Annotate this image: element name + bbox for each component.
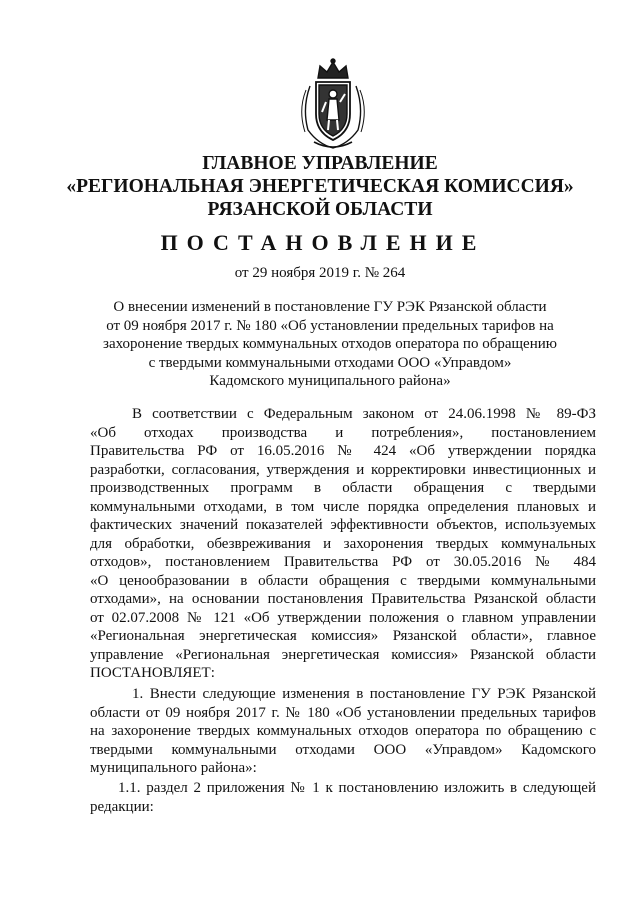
text-line: разработки, согласования, утверждения и корректировки инвестиционных и	[90, 461, 596, 478]
text-line: коммунальными отходами, в том числе порядка определения плановых и	[90, 498, 596, 515]
text-line: области от 09 ноября 2017 г. № 180 «Об установлении предельных тарифов	[90, 704, 596, 721]
text-line: 1.1. раздел 2 приложения № 1 к постановлению изложить в следующей	[118, 780, 596, 796]
text-line: В соответствии с Федеральным законом от 24.06.1998 № 89-ФЗ	[132, 406, 596, 422]
agency-line: «РЕГИОНАЛЬНАЯ ЭНЕРГЕТИЧЕСКАЯ КОМИССИЯ»	[66, 176, 574, 197]
text-line: отходами», на основании постановления Правительства Рязанской области	[90, 591, 596, 607]
subject-line: О внесении изменений в постановление ГУ РЭК Рязанской области	[113, 299, 547, 315]
item-1-paragraph	[90, 685, 596, 778]
text-line: производственных программ в области обращения с твердыми	[90, 480, 596, 496]
text-line: ПОСТАНОВЛЯЕТ:	[90, 665, 215, 681]
text-line: редакции:	[90, 798, 154, 815]
agency-name	[0, 152, 640, 221]
subject-line: с твердыми коммунальными отходами ООО «Управдом»	[148, 354, 512, 371]
document-date-number: от 29 ноября 2019 г. № 264	[234, 265, 406, 281]
text-line: отходов», постановлением Правительства РФ от 30.05.2016 № 484	[90, 554, 596, 570]
document-subject	[80, 298, 580, 391]
text-line: «О ценообразовании в области обращения с твердыми коммунальными	[90, 572, 596, 589]
subject-line: захоронение твердых коммунальных отходов оператора по обращению	[103, 336, 557, 352]
text-line: Правительства РФ от 16.05.2016 № 424 «Об утверждении порядка	[90, 443, 596, 459]
text-line: «Об отходах производства и потребления», постановлением	[90, 424, 596, 441]
text-line: «Региональная энергетическая комиссия» Рязанской области», главное	[90, 628, 596, 644]
text-line: 1. Внести следующие изменения в постановление ГУ РЭК Рязанской	[132, 686, 596, 702]
text-line: от 02.07.2008 № 121 «Об утверждении положения о главном управлении	[90, 609, 596, 626]
text-line: для обработки, обезвреживания и захоронения твердых коммунальных	[90, 535, 596, 552]
coat-of-arms-icon	[296, 58, 370, 150]
document-type: ПОСТАНОВЛЕНИЕ	[160, 230, 486, 255]
text-line: муниципального района»:	[90, 760, 257, 776]
text-line: твердыми коммунальными отходами ООО «Управдом» Кадомского	[90, 741, 596, 758]
agency-line: РЯЗАНСКОЙ ОБЛАСТИ	[207, 199, 433, 220]
text-line: управление «Региональная энергетическая комиссия» Рязанской области	[90, 646, 596, 663]
item-1-1-paragraph	[90, 779, 596, 816]
agency-line: ГЛАВНОЕ УПРАВЛЕНИЕ	[202, 153, 438, 174]
subject-line: от 09 ноября 2017 г. № 180 «Об установлении предельных тарифов на	[106, 317, 554, 334]
text-line: фактических значений показателей эффективности объектов, используемых	[90, 517, 596, 533]
preamble-paragraph	[90, 405, 596, 683]
subject-line: Кадомского муниципального района»	[209, 373, 451, 389]
text-line: на захоронение твердых коммунальных отходов оператора по обращению с	[90, 723, 596, 739]
